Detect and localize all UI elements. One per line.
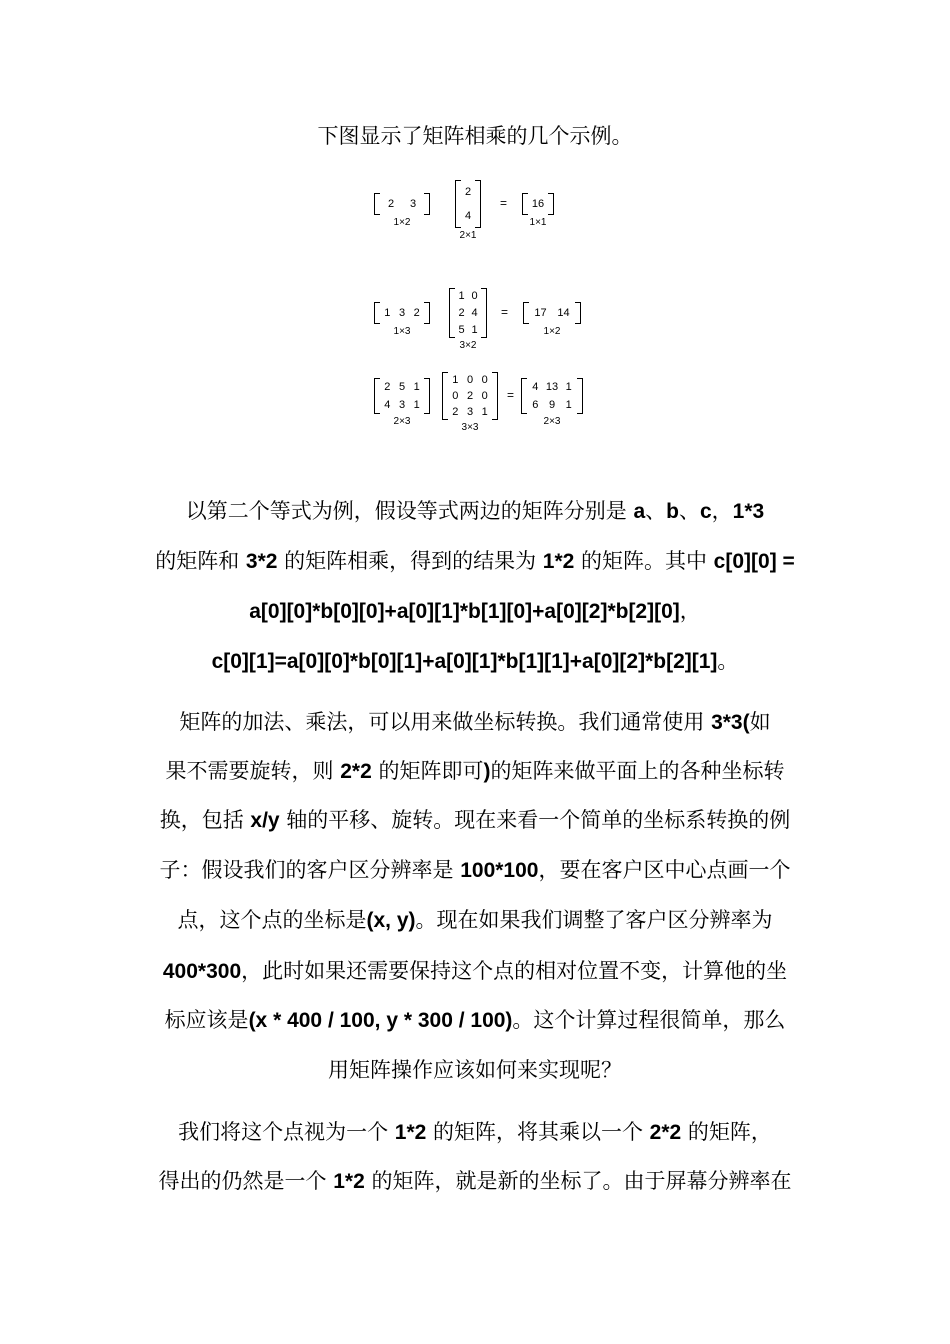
bold-term: a xyxy=(633,500,646,523)
matrix-a-1 xyxy=(374,193,430,215)
text-line: 果不需要旋转，则 2*2 的矩阵即可)的矩阵来做平面上的各种坐标转 xyxy=(165,759,785,783)
matrix-cell: 1 xyxy=(471,323,478,336)
matrix-cell: 1 xyxy=(565,381,572,393)
bracket-left xyxy=(522,193,528,215)
bold-term: a[0][0]*b[0][0]+a[0][1]*b[1][0]+a[0][2]*b[2][0] xyxy=(249,600,680,623)
bracket-left xyxy=(374,302,380,324)
text-line: 我们将这个点视为一个 1*2 的矩阵，将其乘以一个 2*2 的矩阵， xyxy=(178,1120,772,1144)
matrix-cell: 0 xyxy=(481,390,488,402)
matrix-cell: 1 xyxy=(413,381,420,393)
matrix-cell: 0 xyxy=(466,374,474,386)
text-line: c[0][1]=a[0][0]*b[0][1]+a[0][1]*b[1][1]+a[0][2]*b[2][1]。 xyxy=(211,649,739,673)
matrix-cell: 5 xyxy=(398,381,406,393)
bold-term: 1*3 xyxy=(732,500,765,523)
intro-text: 下图显示了矩阵相乘的几个示例。 xyxy=(317,124,633,148)
bold-term: 3*2 xyxy=(245,550,278,573)
matrix-dimension-label: 1×3 xyxy=(393,326,411,337)
matrix-cell: 2 xyxy=(387,198,395,210)
matrix-c-3 xyxy=(521,378,583,414)
bracket-left xyxy=(523,302,529,324)
bracket-right xyxy=(492,372,498,420)
matrix-cell: 1 xyxy=(565,399,572,411)
matrix-a-2 xyxy=(374,302,430,324)
bracket-right xyxy=(424,378,430,414)
bold-term: (x * 400 / 100, y * 300 / 100) xyxy=(248,1009,513,1032)
bold-term: 1*2 xyxy=(333,1170,365,1193)
text-line: 用矩阵操作应该如何来实现呢？ xyxy=(328,1058,622,1082)
bracket-left xyxy=(521,378,527,414)
matrix-cell: 4 xyxy=(464,210,472,222)
bold-term: 1*2 xyxy=(542,550,575,573)
bold-term: x/y xyxy=(250,809,280,832)
text-line: 以第二个等式为例，假设等式两边的矩阵分别是 a、b、c，1*3 xyxy=(185,499,765,523)
matrix-cell: 1 xyxy=(458,290,465,303)
bold-term: ) xyxy=(483,760,491,783)
text-line: 子：假设我们的客户区分辨率是 100*100，要在客户区中心点画一个 xyxy=(159,858,791,882)
matrix-cell: 9 xyxy=(548,399,556,411)
matrix-dimension-label: 2×3 xyxy=(543,416,561,427)
bracket-right xyxy=(575,302,581,324)
bold-term: 1*2 xyxy=(394,1121,427,1144)
matrix-cell: 13 xyxy=(545,381,559,393)
bold-term: 400*300 xyxy=(162,960,242,983)
matrix-b-3 xyxy=(442,372,498,420)
equals-sign: = xyxy=(507,388,515,402)
bracket-right xyxy=(481,288,487,338)
bold-term: b xyxy=(666,500,679,523)
text-line: 的矩阵和 3*2 的矩阵相乘，得到的结果为 1*2 的矩阵。其中 c[0][0] = xyxy=(155,549,795,573)
matrix-dimension-label: 1×1 xyxy=(529,217,547,228)
matrix-cell: 2 xyxy=(452,406,459,418)
bracket-right xyxy=(548,193,554,215)
matrix-dimension-label: 1×2 xyxy=(393,217,411,228)
text-line: 点，这个点的坐标是(x, y)。现在如果我们调整了客户区分辨率为 xyxy=(177,908,773,932)
text-line: 换，包括 x/y 轴的平移、旋转。现在来看一个简单的坐标系转换的例 xyxy=(159,808,791,832)
equals-sign: = xyxy=(500,196,508,210)
matrix-cell: 4 xyxy=(471,307,478,319)
matrix-cell: 3 xyxy=(409,198,417,210)
matrix-dimension-label: 2×1 xyxy=(459,230,477,241)
matrix-a-3 xyxy=(374,378,430,414)
matrix-cell: 2 xyxy=(464,186,472,198)
matrix-cell: 3 xyxy=(398,399,406,411)
matrix-dimension-label: 3×3 xyxy=(461,422,479,433)
matrix-c-1 xyxy=(522,193,554,215)
matrix-cell: 0 xyxy=(481,374,488,386)
matrix-cell: 2 xyxy=(466,390,474,402)
matrix-cell: 1 xyxy=(452,374,459,386)
matrix-cell: 5 xyxy=(458,323,465,336)
bold-term: 2*2 xyxy=(649,1121,682,1144)
bracket-right xyxy=(475,180,481,228)
bold-term: c xyxy=(699,500,712,523)
bracket-left xyxy=(374,193,380,215)
matrix-cell: 1 xyxy=(413,399,420,411)
matrix-dimension-label: 1×2 xyxy=(543,326,561,337)
bracket-right xyxy=(577,378,583,414)
matrix-b-2 xyxy=(449,288,487,338)
matrix-cell: 1 xyxy=(481,406,488,418)
bold-term: (x, y) xyxy=(366,909,416,932)
matrix-cell: 0 xyxy=(452,390,459,402)
matrix-cell: 4 xyxy=(384,399,391,411)
bracket-left xyxy=(374,378,380,414)
matrix-dimension-label: 2×3 xyxy=(393,416,411,427)
bracket-left xyxy=(442,372,448,420)
matrix-cell: 3 xyxy=(398,307,406,319)
bracket-right xyxy=(424,302,430,324)
text-line: 400*300，此时如果还需要保持这个点的相对位置不变，计算他的坐 xyxy=(162,959,788,983)
text-line: 得出的仍然是一个 1*2 的矩阵，就是新的坐标了。由于屏幕分辨率在 xyxy=(158,1169,792,1193)
matrix-cell: 4 xyxy=(532,381,539,393)
matrix-cell: 0 xyxy=(471,290,478,303)
bold-term: c[0][0] = xyxy=(713,550,795,573)
text-line: a[0][0]*b[0][0]+a[0][1]*b[1][0]+a[0][2]*b[2][0]， xyxy=(249,599,701,623)
matrix-cell: 2 xyxy=(413,307,420,319)
bold-term: 100*100 xyxy=(460,859,539,882)
matrix-cell: 3 xyxy=(466,406,474,418)
matrix-cell: 6 xyxy=(532,399,539,411)
bold-term: 3*3( xyxy=(711,711,750,734)
matrix-cell: 1 xyxy=(384,307,391,319)
text-line: 矩阵的加法、乘法，可以用来做坐标转换。我们通常使用 3*3(如 xyxy=(179,710,771,734)
matrix-dimension-label: 3×2 xyxy=(459,340,477,351)
text-line: 标应该是(x * 400 / 100, y * 300 / 100)。这个计算过程很简单，那么 xyxy=(164,1008,786,1032)
bracket-right xyxy=(424,193,430,215)
matrix-c-2 xyxy=(523,302,581,324)
matrix-cell: 16 xyxy=(531,198,545,210)
bold-term: c[0][1]=a[0][0]*b[0][1]+a[0][1]*b[1][1]+a[0][2]*b[2][1] xyxy=(211,650,718,673)
matrix-cell: 2 xyxy=(384,381,391,393)
matrix-cell: 2 xyxy=(458,307,465,319)
bold-term: 2*2 xyxy=(340,760,372,783)
matrix-cell: 14 xyxy=(557,307,570,319)
equals-sign: = xyxy=(501,305,509,319)
matrix-cell: 17 xyxy=(534,307,547,319)
matrix-b-1 xyxy=(455,180,481,228)
